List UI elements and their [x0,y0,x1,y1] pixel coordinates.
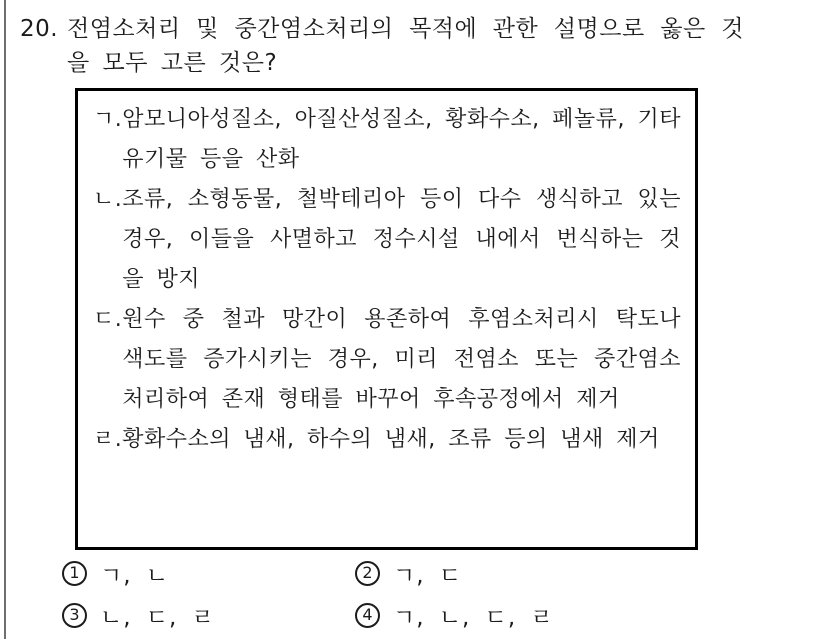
box-item-rieul [93,420,681,460]
question-block [20,12,744,80]
choice-3[interactable] [62,600,355,630]
box-item-nieun-text: 조류, 소형동물, 철박테리아 등이 다수 생식하고 있는 경우, 이들을 사멸하고 정수시설 내에서 번식하는 것을 방지 [122,187,681,292]
choice-4[interactable] [355,600,554,630]
items-box [75,88,698,550]
box-item-giyeok-marker: ㄱ. [93,107,123,132]
column-divider-line [4,0,6,639]
answer-choices [62,558,554,630]
box-item-nieun [93,180,681,300]
choice-2[interactable] [355,558,554,588]
choice-2-circled-number: 2 [355,561,380,586]
choice-1-circled-number: 1 [62,561,87,586]
choice-2-items: ㄱ, ㄷ [393,562,463,589]
box-item-digeut-marker: ㄷ. [93,307,123,332]
choice-4-items: ㄱ, ㄴ, ㄷ, ㄹ [393,604,554,631]
question-text: 전염소처리 및 중간염소처리의 목적에 관한 설명으로 옳은 것을 모두 고른 것은? [67,16,744,76]
question-number: 20. [20,16,59,42]
box-item-nieun-marker: ㄴ. [93,187,123,212]
choice-4-circled-number: 4 [355,603,380,628]
choice-3-items: ㄴ, ㄷ, ㄹ [100,604,215,631]
choice-3-circled-number: 3 [62,603,87,628]
choice-1-items: ㄱ, ㄴ [100,562,170,589]
choice-1[interactable] [62,558,355,588]
box-item-rieul-text: 황화수소의 냄새, 하수의 냄새, 조류 등의 냄새 제거 [122,427,660,452]
box-item-rieul-marker: ㄹ. [93,427,123,452]
box-item-digeut-text: 원수 중 철과 망간이 용존하여 후염소처리시 탁도나 색도를 증가시키는 경우, 미리 전염소 또는 중간염소처리하여 존재 형태를 바꾸어 후속공정에서 제거 [122,307,681,412]
box-item-digeut [93,300,681,420]
box-item-giyeok [93,100,681,180]
box-item-giyeok-text: 암모니아성질소, 아질산성질소, 황화수소, 페놀류, 기타 유기물 등을 산화 [122,107,681,172]
